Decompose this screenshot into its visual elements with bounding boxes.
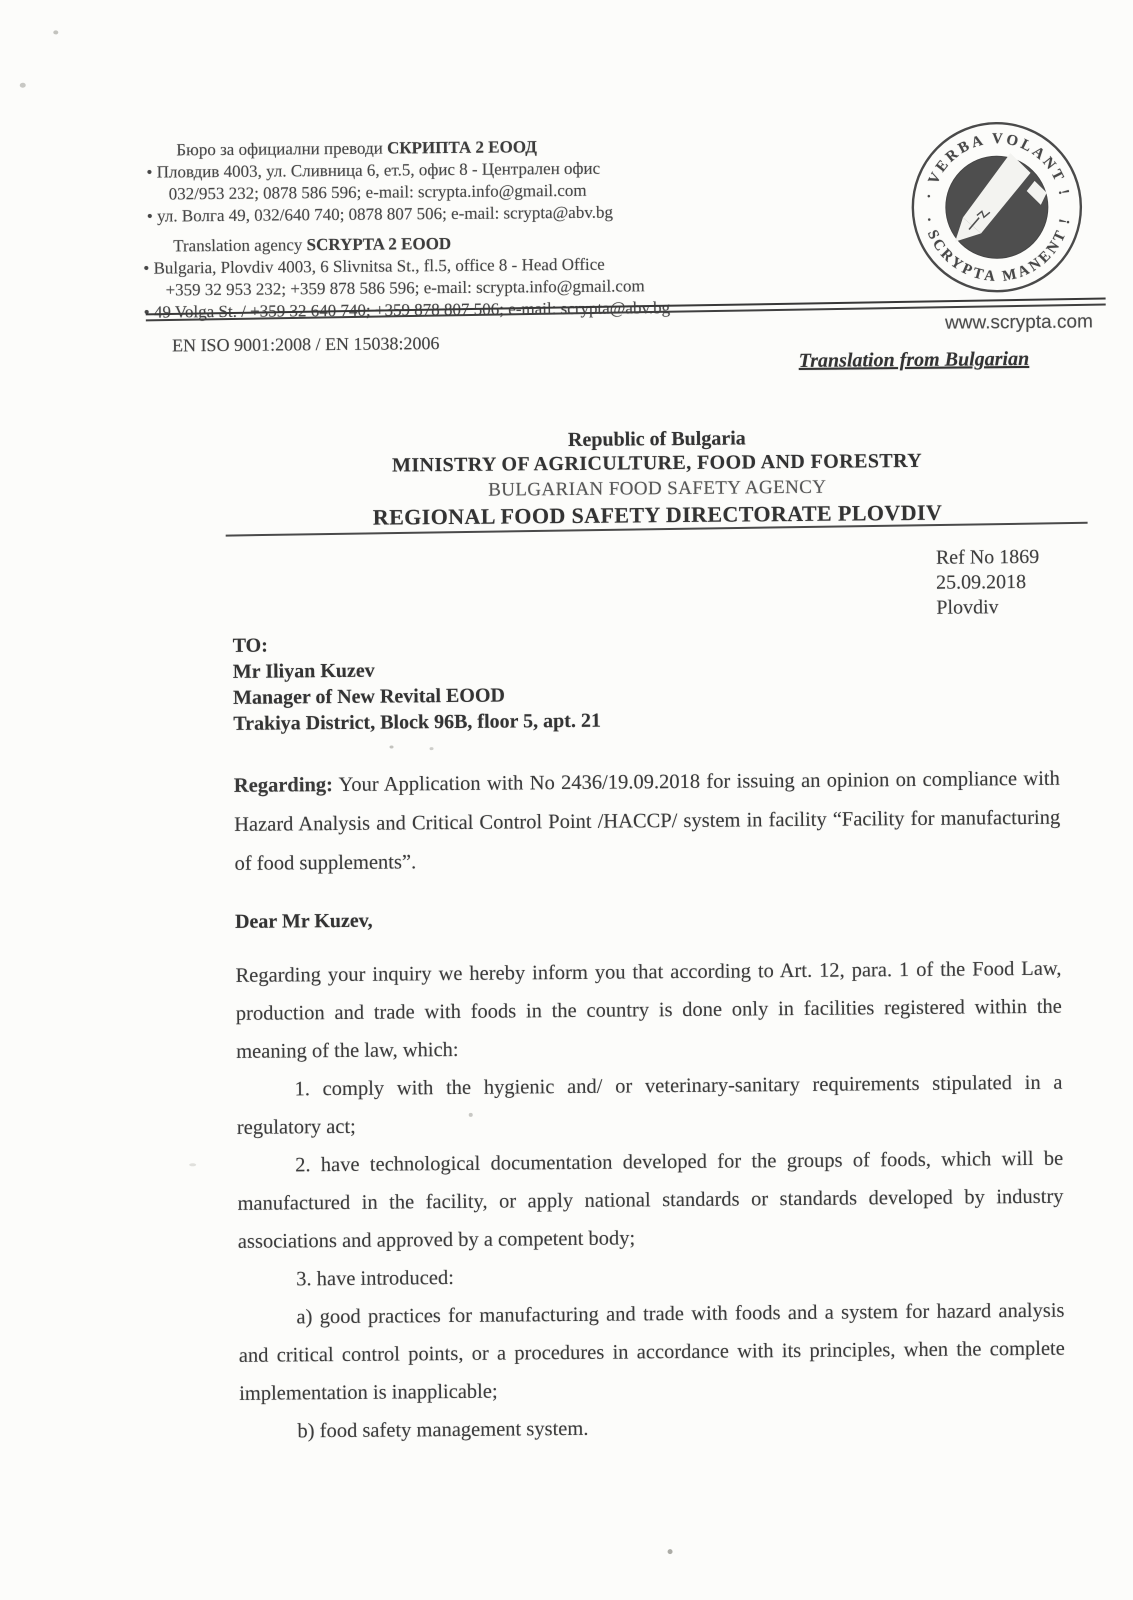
- translation-note: Translation from Bulgarian: [798, 347, 1030, 372]
- reference-city: Plovdiv: [936, 596, 999, 619]
- agency-address2-en: • 49 Volga St. / +359 32 640 740; +359 878 807 506; e-mail: scrypta@abv.bg: [143, 298, 671, 322]
- recipient-name: Mr Iliyan Kuzev: [232, 659, 375, 683]
- agency-address-bg: • Пловдив 4003, ул. Сливница 6, ет.5, офис 8 - Централен офис: [146, 158, 601, 182]
- scan-speck: [430, 747, 434, 750]
- authority-country: Republic of Bulgaria: [567, 427, 746, 451]
- agency-phones-en: +359 32 953 232; +359 878 586 596; e-mail: scrypta.info@gmail.com: [165, 276, 645, 300]
- body-item-3: 3. have introduced:: [296, 1267, 454, 1291]
- agency-address2-bg: • ул. Волга 49, 032/640 740; 0878 807 506; e-mail: scrypta@abv.bg: [146, 202, 614, 226]
- body-item-1: 1. comply with the hygienic and/ or veterinary-sanitary requirements stipulated in a regulatory act;: [236, 1071, 1063, 1139]
- scan-speck: [189, 1163, 196, 1166]
- authority-agency: BULGARIAN FOOD SAFETY AGENCY: [488, 476, 827, 501]
- reference-number: Ref No 1869: [935, 545, 1040, 569]
- recipient-block: [233, 630, 601, 737]
- agency-website: www.scrypta.com: [944, 311, 1093, 334]
- seal-motto-top: · VERBA VOLANT !: [921, 131, 1073, 201]
- scan-speck: [668, 1549, 673, 1554]
- agency-phones-bg: 032/953 232; 0878 586 596; e-mail: scrypta.info@gmail.com: [168, 180, 587, 204]
- subject-text: Your Application with No 2436/19.09.2018 for issuing an opinion on compliance with Hazard Analysis and Critical Control Point /HACCP/ system in facility “Facility for manufacturing of food supplements”.: [234, 767, 1061, 875]
- body-item-3a: a) good practices for manufacturing and trade with foods and a system for hazard analysis and critical control points, or a procedures in accordance with its principles, when the complete implementation is inapplicable;: [238, 1299, 1065, 1405]
- reference-date: 25.09.2018: [936, 570, 1027, 594]
- agency-name-en-bold: SCRYPTA 2 EOOD: [306, 233, 452, 255]
- scan-speck: [390, 746, 394, 749]
- salutation: Dear Mr Kuzev,: [234, 909, 373, 933]
- scan-speck: [20, 83, 26, 88]
- issuing-authority-header: [227, 423, 1088, 532]
- letter-body: [235, 950, 1065, 1451]
- subject-paragraph: [234, 760, 1061, 884]
- agency-address-en: • Bulgaria, Plovdiv 4003, 6 Slivnitsa St., fl.5, office 8 - Head Office: [143, 254, 605, 278]
- subject-label: Regarding:: [233, 774, 334, 797]
- body-paragraph-1: Regarding your inquiry we hereby inform you that according to Art. 12, para. 1 of the Food Law, production and trade with foods in the country is done only in facilities registered within the meaning of the law, which:: [235, 957, 1062, 1063]
- seal-motto-bottom: · SCRYPTA MANENT !: [919, 214, 1074, 286]
- reference-block: [936, 545, 1040, 621]
- recipient-address: Trakiya District, Block 96B, floor 5, apt. 21: [233, 709, 601, 735]
- scan-speck: [469, 1113, 473, 1117]
- recipient-title: Manager of New Revital EOOD: [233, 684, 505, 709]
- agency-name-bg-prefix: Бюро за официални преводи: [176, 138, 388, 160]
- agency-seal-stamp-icon: [906, 115, 1088, 299]
- authority-directorate: REGIONAL FOOD SAFETY DIRECTORATE PLOVDIV: [372, 499, 943, 530]
- recipient-to-label: TO:: [232, 634, 268, 657]
- iso-certification: EN ISO 9001:2008 / EN 15038:2006: [171, 333, 440, 356]
- body-item-2: 2. have technological documentation developed for the groups of foods, which will be manufactured in the facility, or apply national standards or standards developed by industry associations and approved by a competent body;: [237, 1147, 1064, 1253]
- scan-speck: [53, 30, 58, 34]
- body-item-3b: b) food safety management system.: [297, 1417, 589, 1443]
- letterhead-bulgarian: [146, 136, 613, 228]
- authority-ministry: MINISTRY OF AGRICULTURE, FOOD AND FORESTRY: [392, 449, 923, 477]
- agency-name-bg-bold: СКРИПТА 2 ЕООД: [386, 137, 537, 158]
- agency-name-en-prefix: Translation agency: [173, 235, 307, 256]
